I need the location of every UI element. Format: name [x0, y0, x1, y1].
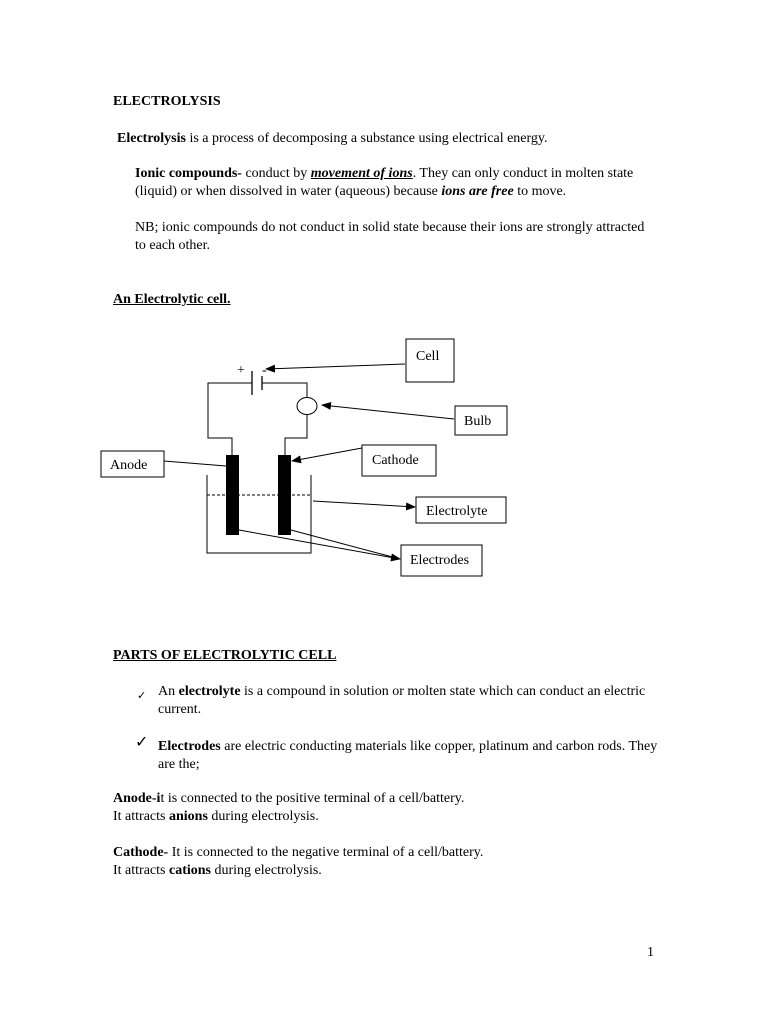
- anode-line-2: [113, 808, 673, 826]
- electrodes-label: Electrodes: [410, 553, 470, 568]
- section-title-parts: PARTS OF ELECTROLYTIC CELL: [113, 648, 337, 663]
- electrodes-term: Electrodes: [158, 739, 221, 754]
- ions-are-free-emphasis: ions are free: [441, 184, 514, 199]
- b2-text: are electric conducting materials like copper, platinum and carbon rods. They are the;: [158, 739, 658, 772]
- ionic-text-3: to move.: [513, 184, 567, 199]
- cations-term: cations: [168, 863, 211, 878]
- anions-term: anions: [168, 809, 208, 824]
- battery-plus-sign: +: [237, 363, 245, 378]
- cathode-text-2a: It attracts: [113, 863, 169, 878]
- cathode-definition: [113, 844, 673, 880]
- electrolyte-term: electrolyte: [178, 684, 241, 699]
- cathode-line-2: [113, 862, 673, 880]
- battery-minus-sign: -: [262, 363, 267, 378]
- electrolysis-term: Electrolysis: [117, 131, 186, 146]
- electrodes-bullet: [158, 738, 658, 774]
- bulb-label: Bulb: [464, 414, 492, 429]
- ionic-compounds-term: Ionic compounds-: [135, 166, 242, 181]
- check-mark-icon: ✓: [137, 690, 147, 702]
- nb-paragraph: NB; ionic compounds do not conduct in solid state because their ions are strongly attracted to each other.: [135, 220, 645, 253]
- cathode-term: Cathode-: [113, 845, 169, 860]
- cathode-electrode: [278, 455, 291, 535]
- b1-text-1: An: [158, 684, 179, 699]
- electrolyte-container: [207, 475, 311, 553]
- ionic-text-2: . They can only conduct in molten state (liquid) or when dissolved in water (aqueous) because: [135, 166, 634, 199]
- ionic-compounds-paragraph: [135, 165, 655, 201]
- circuit-wires: [208, 383, 307, 455]
- ionic-text-1: conduct by: [241, 166, 311, 181]
- anode-text-1: t is connected to the positive terminal of a cell/battery.: [160, 791, 465, 806]
- cathode-text-1: It is connected to the negative terminal of a cell/battery.: [168, 845, 484, 860]
- electrolytic-cell-diagram: [0, 330, 768, 590]
- battery-symbol: [252, 371, 262, 395]
- electrolysis-definition-text: is a process of decomposing a substance using electrical energy.: [185, 131, 548, 146]
- electrolyte-label: Electrolyte: [426, 504, 488, 519]
- anode-text-2a: It attracts: [113, 809, 169, 824]
- anode-definition: [113, 790, 673, 826]
- page-number: 1: [647, 945, 654, 960]
- electrolytic-cell-subheading: An Electrolytic cell.: [113, 292, 231, 307]
- document-title: ELECTROLYSIS: [113, 94, 221, 109]
- cathode-label: Cathode: [372, 453, 419, 468]
- cell-label: Cell: [416, 349, 440, 364]
- anode-line-1: [113, 790, 673, 808]
- cathode-text-2b: during electrolysis.: [210, 863, 322, 878]
- cathode-line-1: [113, 844, 673, 862]
- electrolyte-bullet: [158, 683, 658, 719]
- anode-term: Anode-i: [113, 791, 161, 806]
- movement-of-ions-emphasis: movement of ions: [310, 166, 413, 181]
- anode-label: Anode: [110, 458, 148, 473]
- anode-text-2b: during electrolysis.: [207, 809, 319, 824]
- bulb-symbol: [297, 398, 317, 415]
- check-mark-icon: ✓: [135, 734, 149, 751]
- b1-text-2: is a compound in solution or molten state which can conduct an electric current.: [158, 684, 646, 717]
- anode-electrode: [226, 455, 239, 535]
- electrolysis-definition: [117, 130, 548, 148]
